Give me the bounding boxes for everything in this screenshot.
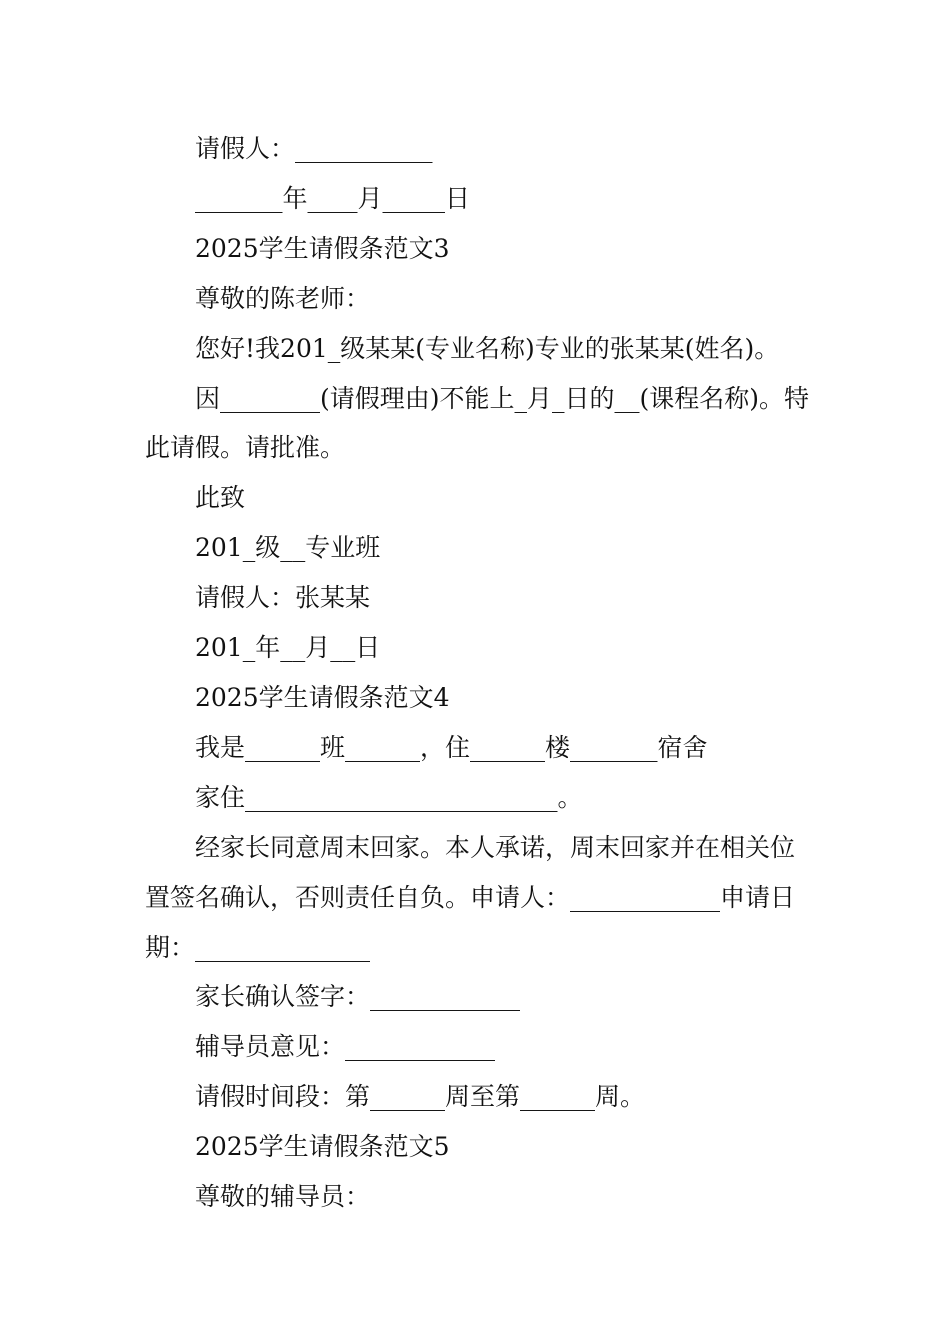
- salutation-2: 尊敬的辅导员：: [195, 1182, 371, 1212]
- section-title-4: 2025学生请假条范文4: [195, 682, 450, 712]
- date-line: _______年____月_____日: [195, 183, 471, 213]
- applicant-signature-line: 请假人：___________: [195, 134, 433, 163]
- identity-line: 我是______班______，住______楼_______宿舍: [195, 732, 708, 762]
- home-address-line: 家住_________________________。: [195, 782, 583, 812]
- date-line-2: 201_年__月__日: [195, 633, 381, 663]
- section-title-5: 2025学生请假条范文5: [195, 1132, 450, 1162]
- section-title-3: 2025学生请假条范文3: [195, 233, 450, 263]
- counselor-opinion-line: 辅导员意见：____________: [195, 1032, 496, 1062]
- closing: 此致: [195, 483, 246, 513]
- parent-signature-line: 家长确认签字：____________: [195, 982, 521, 1012]
- reason-paragraph: 因________(请假理由)不能上_月_日的__(课程名称)。特此请假。请批准。: [145, 383, 810, 463]
- leave-period-line: 请假时间段：第______周至第______周。: [195, 1082, 646, 1112]
- commitment-paragraph: 经家长同意周末回家。本人承诺，周末回家并在相关位置签名确认，否则责任自负。申请人：____________申请日期：______________: [145, 832, 796, 962]
- class-line: 201_级__专业班: [195, 533, 381, 563]
- applicant-line: 请假人：张某某: [195, 583, 371, 613]
- salutation: 尊敬的陈老师：: [195, 283, 371, 313]
- greeting-paragraph: 您好!我201_级某某(专业名称)专业的张某某(姓名)。: [195, 333, 780, 363]
- document-body: [145, 124, 810, 1222]
